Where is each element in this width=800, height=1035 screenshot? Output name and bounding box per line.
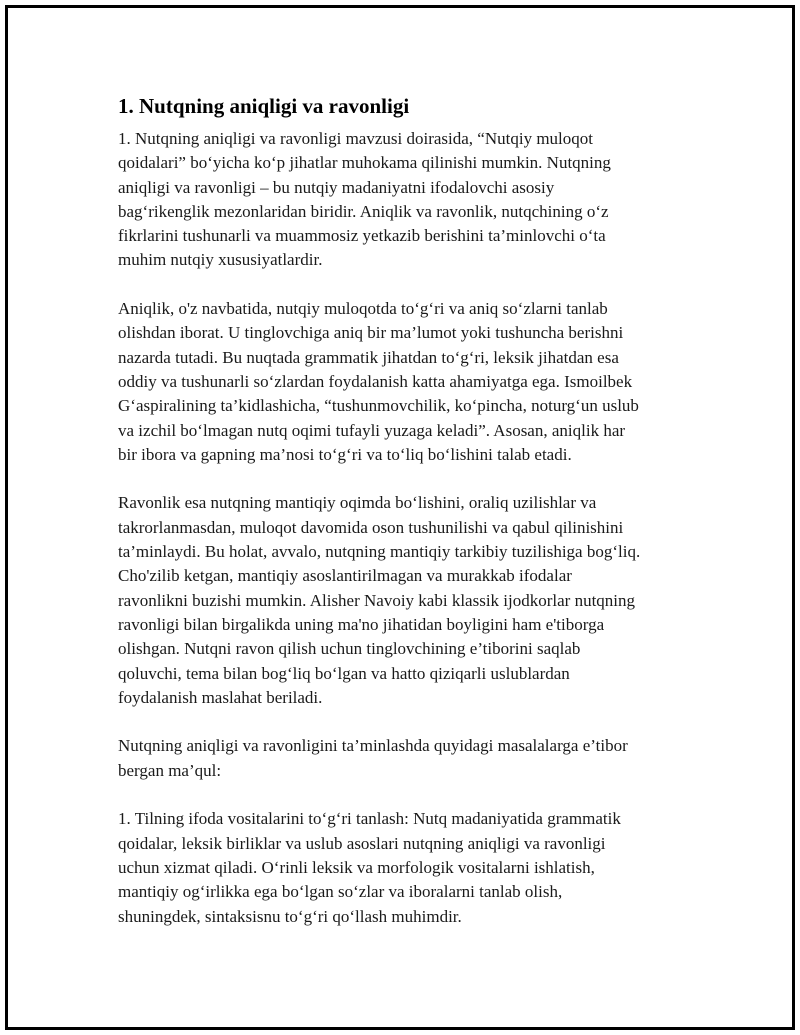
text-line: Aniqlik, o'z navbatida, nutqiy muloqotda to‘g‘ri va aniq so‘zlarni tanlab	[118, 299, 608, 319]
paragraph-5	[118, 807, 678, 928]
text-line: ravonligi bilan birgalikda uning ma'no jihatidan boyligini ham e'tiborga	[118, 614, 605, 634]
document-body	[118, 92, 678, 953]
text-line: qoidalari” bo‘yicha ko‘p jihatlar muhokama qilinishi mumkin. Nutqning	[118, 153, 611, 173]
paragraph-3	[118, 491, 678, 710]
text-line: aniqligi va ravonligi – bu nutqiy madaniyatni ifodalovchi asosiy	[118, 177, 555, 197]
text-line: takrorlanmasdan, muloqot davomida oson tushunilishi va qabul qilinishini	[118, 517, 624, 537]
text-line: muhim nutqiy xususiyatlardir.	[118, 250, 323, 270]
text-line: ravonlikni buzishi mumkin. Alisher Navoiy kabi klassik ijodkorlar nutqning	[118, 590, 636, 610]
paragraph-4	[118, 734, 678, 783]
text-line: bir ibora va gapning ma’nosi to‘g‘ri va to‘liq bo‘lishini talab etadi.	[118, 444, 572, 464]
text-line: va izchil bo‘lmagan nutq oqimi tufayli yuzaga keladi”. Asosan, aniqlik har	[118, 420, 626, 440]
text-line: qoidalar, leksik birliklar va uslub asoslari nutqning aniqligi va ravonligi	[118, 833, 606, 853]
text-line: uchun xizmat qiladi. O‘rinli leksik va morfologik vositalarni ishlatish,	[118, 857, 595, 877]
document-title: 1. Nutqning aniqligi va ravonligi	[118, 94, 410, 118]
text-line: nazarda tutadi. Bu nuqtada grammatik jihatdan to‘g‘ri, leksik jihatdan esa	[118, 347, 619, 367]
text-line: bag‘rikenglik mezonlaridan biridir. Aniqlik va ravonlik, nutqchining o‘z	[118, 201, 609, 221]
text-line: Ravonlik esa nutqning mantiqiy oqimda bo‘lishini, oraliq uzilishlar va	[118, 493, 597, 513]
text-line: 1. Tilning ifoda vositalarini to‘g‘ri tanlash: Nutq madaniyatida grammatik	[118, 809, 621, 829]
text-line: olishgan. Nutqni ravon qilish uchun tinglovchining e’tiborini saqlab	[118, 639, 581, 659]
paragraph-2	[118, 297, 678, 467]
text-line: mantiqiy og‘irlikka ega bo‘lgan so‘zlar va iboralarni tanlab olish,	[118, 882, 563, 902]
text-line: Nutqning aniqligi va ravonligini ta’minlashda quyidagi masalalarga e’tibor	[118, 736, 628, 756]
text-line: olishdan iborat. U tinglovchiga aniq bir ma’lumot yoki tushuncha berishni	[118, 323, 624, 343]
text-line: foydalanish maslahat beriladi.	[118, 687, 323, 707]
text-line: fikrlarini tushunarli va muammosiz yetkazib berishini ta’minlovchi o‘ta	[118, 226, 606, 246]
text-line: oddiy va tushunarli so‘zlardan foydalanish katta ahamiyatga ega. Ismoilbek	[118, 371, 633, 391]
text-line: bergan ma’qul:	[118, 760, 222, 780]
text-line: G‘aspiralining ta’kidlashicha, “tushunmovchilik, ko‘pincha, noturg‘un uslub	[118, 396, 639, 416]
text-line: Cho'zilib ketgan, mantiqiy asoslantirilmagan va murakkab ifodalar	[118, 566, 572, 586]
text-line: ta’minlaydi. Bu holat, avvalo, nutqning mantiqiy tarkibiy tuzilishiga bog‘liq.	[118, 542, 641, 562]
paragraph-1	[118, 127, 678, 273]
text-line: 1. Nutqning aniqligi va ravonligi mavzusi doirasida, “Nutqiy muloqot	[118, 129, 593, 148]
text-line: shuningdek, sintaksisnu to‘g‘ri qo‘llash muhimdir.	[118, 906, 462, 926]
text-line: qoluvchi, tema bilan bog‘liq bo‘lgan va hatto qiziqarli uslublardan	[118, 663, 570, 683]
